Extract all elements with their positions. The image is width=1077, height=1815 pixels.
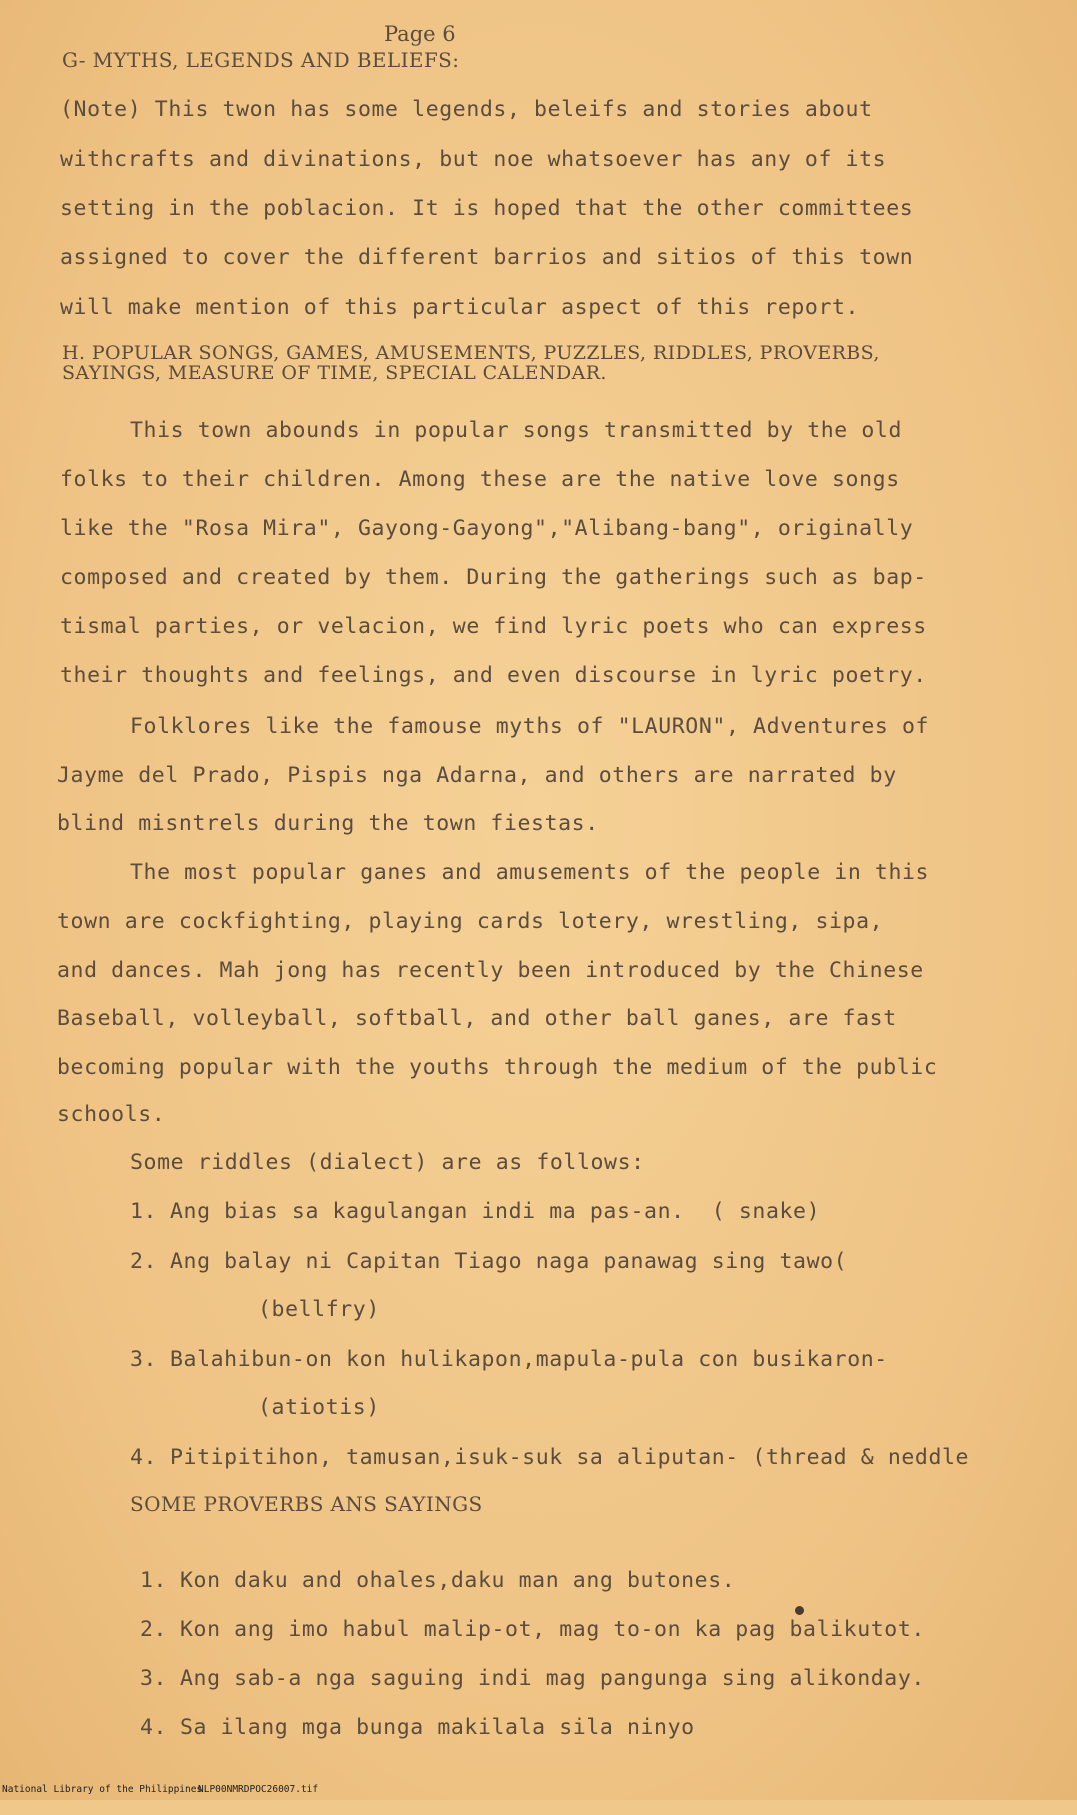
proverb-text: Ang sab-a nga saguing indi mag pangunga sing alikonday. xyxy=(180,1666,925,1691)
games-line: and dances. Mah jong has recently been introduced by the Chinese xyxy=(57,958,924,983)
footer-library-name: National Library of the Philippines xyxy=(2,1784,203,1795)
note-line: setting in the poblacion. It is hoped that the other committees xyxy=(60,196,914,221)
songs-line: This town abounds in popular songs transmitted by the old xyxy=(130,418,903,443)
riddle-number: 4. xyxy=(130,1445,158,1470)
riddle-answer: (atiotis) xyxy=(258,1395,380,1420)
section-h-heading: SAYINGS, MEASURE OF TIME, SPECIAL CALENDAR. xyxy=(62,362,607,384)
section-h-heading: H. POPULAR SONGS, GAMES, AMUSEMENTS, PUZZLES, RIDDLES, PROVERBS, xyxy=(62,342,880,364)
riddle-text: Balahibun-on kon hulikapon,mapula-pula con busikaron- xyxy=(170,1347,888,1372)
games-line: becoming popular with the youths through the medium of the public xyxy=(57,1055,938,1080)
note-line: will make mention of this particular aspect of this report. xyxy=(60,295,860,320)
songs-line: composed and created by them. During the gatherings such as bap- xyxy=(60,565,927,590)
proverb-number: 1. xyxy=(140,1568,168,1593)
proverb-text: Sa ilang mga bunga makilala sila ninyo xyxy=(180,1715,695,1740)
games-line: schools. xyxy=(57,1102,166,1127)
riddle-text: Ang balay ni Capitan Tiago naga panawag sing tawo( xyxy=(170,1249,848,1274)
proverb-text: Kon ang imo habul malip-ot, mag to-on ka pag balikutot. xyxy=(180,1617,925,1642)
section-g-heading: G- MYTHS, LEGENDS AND BELIEFS: xyxy=(62,48,460,72)
note-line: (Note) This twon has some legends, beleifs and stories about xyxy=(60,97,873,122)
page-number: Page 6 xyxy=(384,22,456,46)
riddle-answer: (bellfry) xyxy=(258,1297,380,1322)
note-line: withcrafts and divinations, but noe whatsoever has any of its xyxy=(60,147,887,172)
games-line: town are cockfighting, playing cards lotery, wrestling, sipa, xyxy=(57,909,884,934)
proverb-number: 3. xyxy=(140,1666,168,1691)
riddle-number: 2. xyxy=(130,1249,158,1274)
riddle-number: 1. xyxy=(130,1199,158,1224)
proverb-number: 4. xyxy=(140,1715,168,1740)
folklore-line: Jayme del Prado, Pispis nga Adarna, and others are narrated by xyxy=(57,763,897,788)
note-line: assigned to cover the different barrios and sitios of this town xyxy=(60,245,914,270)
footer-file-name: NLP00NMRDPOC26007.tif xyxy=(198,1784,319,1795)
songs-line: tismal parties, or velacion, we find lyric poets who can express xyxy=(60,614,927,639)
songs-line: folks to their children. Among these are the native love songs xyxy=(60,467,900,492)
folklore-line: Folklores like the famouse myths of "LAURON", Adventures of xyxy=(130,714,930,739)
riddle-text: Pitipitihon, tamusan,isuk-suk sa aliputan- (thread & neddle xyxy=(170,1445,970,1470)
proverb-text: Kon daku and ohales,daku man ang butones. xyxy=(180,1568,736,1593)
songs-line: their thoughts and feelings, and even discourse in lyric poetry. xyxy=(60,663,927,688)
ink-spot xyxy=(795,1606,804,1615)
games-line: Baseball, volleyball, softball, and other ball ganes, are fast xyxy=(57,1006,897,1031)
proverb-number: 2. xyxy=(140,1617,168,1642)
riddle-text: Ang bias sa kagulangan indi ma pas-an. ( snake) xyxy=(170,1199,821,1224)
games-line: The most popular ganes and amusements of the people in this xyxy=(130,860,930,885)
songs-line: like the "Rosa Mira", Gayong-Gayong","Alibang-bang", originally xyxy=(60,516,914,541)
riddles-intro: Some riddles (dialect) are as follows: xyxy=(130,1150,645,1175)
riddle-number: 3. xyxy=(130,1347,158,1372)
scan-footer xyxy=(0,1782,1077,1798)
folklore-line: blind misntrels during the town fiestas. xyxy=(57,811,599,836)
proverbs-heading: SOME PROVERBS ANS SAYINGS xyxy=(130,1492,483,1516)
